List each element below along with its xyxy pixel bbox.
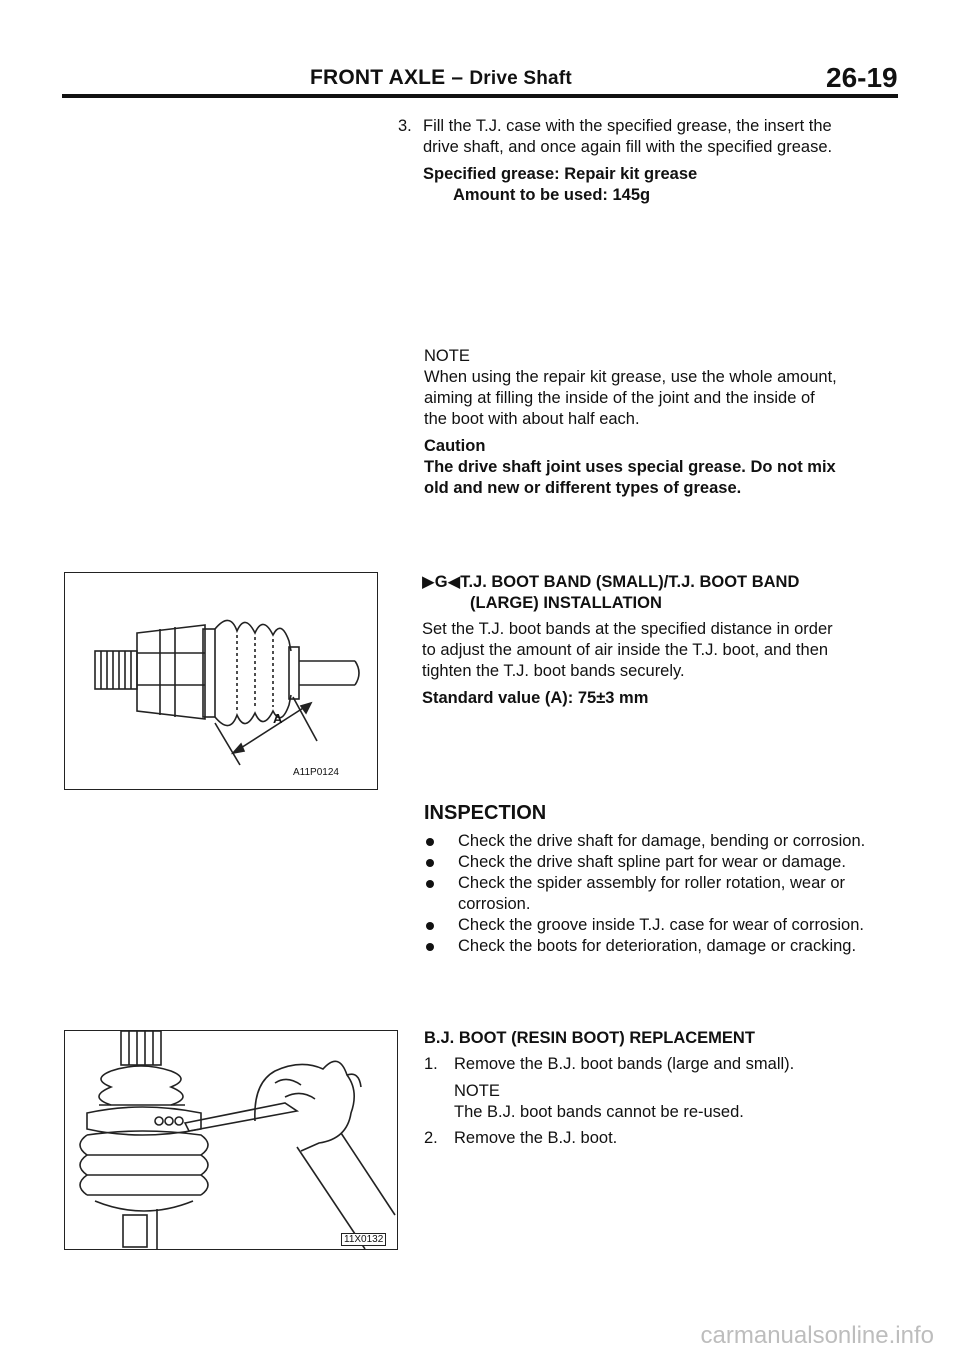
boot-band-line-1: Set the T.J. boot bands at the specified distance in order bbox=[422, 620, 833, 638]
inspection-section bbox=[424, 802, 910, 957]
list-item: Check the drive shaft for damage, bending or corrosion. bbox=[424, 831, 910, 852]
note-label: NOTE bbox=[424, 347, 470, 365]
standard-value: Standard value (A): 75±3 mm bbox=[422, 689, 649, 707]
note-line-1: When using the repair kit grease, use the whole amount, bbox=[424, 368, 837, 386]
figure-1-code: A11P0124 bbox=[293, 767, 339, 778]
boot-band-section bbox=[422, 572, 908, 709]
bj-step-2-text: Remove the B.J. boot. bbox=[454, 1129, 618, 1147]
bullet-icon bbox=[426, 859, 434, 867]
boot-band-line-2: to adjust the amount of air inside the T.J. boot, and then bbox=[422, 641, 829, 659]
step-3-line-1: Fill the T.J. case with the specified grease, the insert the bbox=[423, 117, 832, 135]
page-header-title bbox=[310, 66, 572, 90]
caution-line-1: The drive shaft joint uses special grease. Do not mix bbox=[424, 458, 836, 476]
step-3-line-2: drive shaft, and once again fill with the specified grease. bbox=[423, 138, 833, 156]
header-section: FRONT AXLE – bbox=[310, 66, 464, 89]
bj-step-1 bbox=[424, 1054, 910, 1075]
header-subsection: Drive Shaft bbox=[469, 68, 572, 89]
step-3-number: 3. bbox=[398, 117, 412, 135]
bullet-icon bbox=[426, 943, 434, 951]
figure-bj-boot-band bbox=[64, 1030, 398, 1250]
bj-step-1-number: 1. bbox=[424, 1055, 438, 1073]
bj-note-label: NOTE bbox=[454, 1082, 500, 1100]
note-block bbox=[424, 346, 904, 499]
bj-heading: B.J. BOOT (RESIN BOOT) REPLACEMENT bbox=[424, 1029, 755, 1047]
list-item: Check the groove inside T.J. case for wear of corrosion. bbox=[424, 915, 910, 936]
tj-boot-illustration bbox=[65, 573, 377, 789]
caution-label: Caution bbox=[424, 437, 486, 455]
bj-step-2 bbox=[424, 1128, 910, 1149]
boot-band-line-3: tighten the T.J. boot bands securely. bbox=[422, 662, 685, 680]
bj-step-2-number: 2. bbox=[424, 1129, 438, 1147]
bj-step-1-text: Remove the B.J. boot bands (large and small). bbox=[454, 1055, 795, 1073]
watermark: carmanualsonline.info bbox=[700, 1322, 934, 1349]
bullet-icon bbox=[426, 922, 434, 930]
bj-boot-section bbox=[424, 1028, 910, 1149]
bullet-icon bbox=[426, 880, 434, 888]
bullet-icon bbox=[426, 838, 434, 846]
dimension-a-label: A bbox=[273, 711, 283, 726]
header-rule bbox=[62, 94, 898, 98]
boot-band-heading-2: (LARGE) INSTALLATION bbox=[470, 594, 662, 612]
figure-tj-boot-band bbox=[64, 572, 378, 790]
bj-note-text: The B.J. boot bands cannot be re-used. bbox=[454, 1103, 744, 1121]
bj-boot-illustration bbox=[65, 1031, 397, 1249]
page-number: 26-19 bbox=[826, 62, 898, 93]
spec-grease: Specified grease: Repair kit grease bbox=[423, 165, 698, 183]
inspection-list bbox=[424, 831, 910, 957]
step-3 bbox=[398, 116, 908, 206]
list-item: Check the spider assembly for roller rotation, wear or corrosion. bbox=[424, 873, 910, 915]
list-item: Check the boots for deterioration, damage or cracking. bbox=[424, 936, 910, 957]
note-line-3: the boot with about half each. bbox=[424, 410, 640, 428]
boot-band-heading-1: ▶G◀T.J. BOOT BAND (SMALL)/T.J. BOOT BAND bbox=[422, 573, 800, 591]
note-line-2: aiming at filling the inside of the joint and the inside of bbox=[424, 389, 815, 407]
spec-amount: Amount to be used: 145g bbox=[453, 186, 651, 204]
inspection-heading: INSPECTION bbox=[424, 802, 547, 824]
list-item: Check the drive shaft spline part for wear or damage. bbox=[424, 852, 910, 873]
figure-2-code: 11X0132 bbox=[341, 1233, 386, 1246]
caution-line-2: old and new or different types of grease. bbox=[424, 479, 742, 497]
